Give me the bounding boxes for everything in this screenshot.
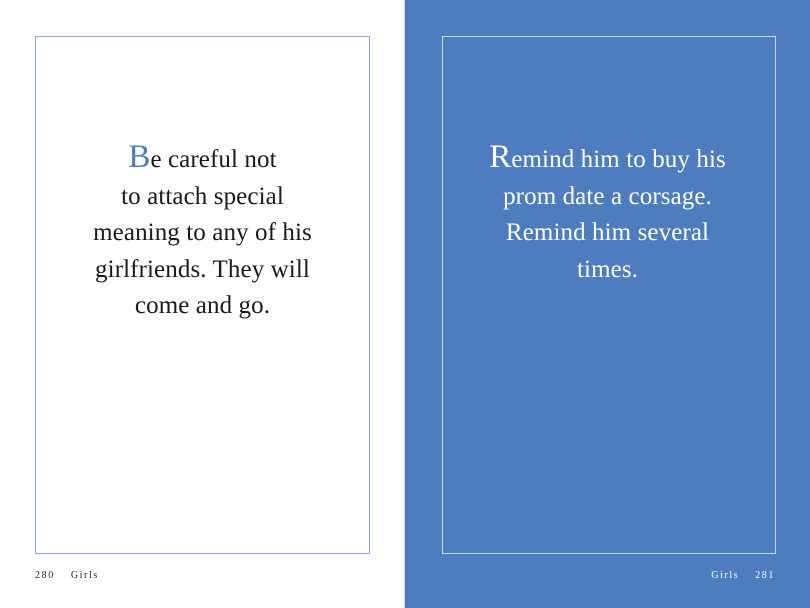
quote-line-1 [429, 139, 786, 179]
page-left-quote [0, 139, 405, 325]
quote-line-5: come and go. [134, 292, 271, 319]
quote-line-3: Remind him several [505, 219, 710, 246]
page-number: 280 [35, 570, 55, 581]
quote-line-text: e careful not [150, 146, 277, 173]
drop-cap-letter: R [489, 139, 512, 175]
quote-line-4: times. [576, 255, 638, 283]
page-right-frame [442, 36, 776, 554]
page-right-quote [405, 139, 810, 288]
quote-line-4: girlfriends. They will [95, 255, 310, 283]
quote-line-1 [26, 139, 379, 179]
quote-line-text: emind him to buy his [511, 146, 726, 173]
quote-line-2: prom date a corsage. [503, 182, 712, 210]
page-right-folio [711, 570, 775, 581]
page-left-folio [35, 570, 99, 581]
spread-gutter [404, 0, 405, 608]
chapter-label: Girls [70, 570, 99, 581]
drop-cap-letter: B [128, 139, 151, 175]
quote-line-2: to attach special [121, 182, 284, 210]
page-right [405, 0, 810, 608]
page-number: 281 [755, 570, 775, 581]
chapter-label: Girls [711, 570, 740, 581]
quote-line-3: meaning to any of his [93, 219, 312, 246]
